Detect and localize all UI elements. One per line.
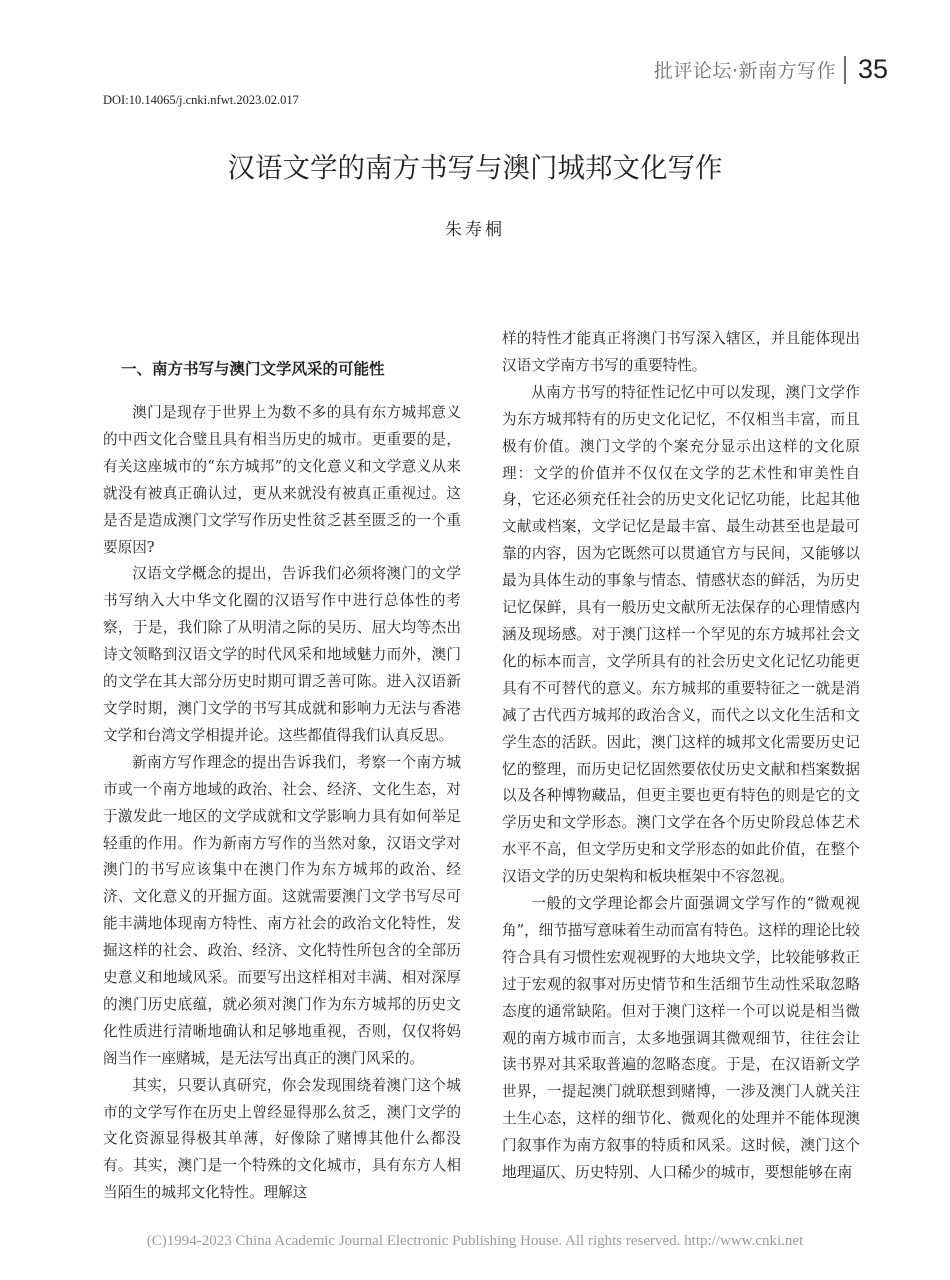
left-column [103, 400, 461, 1207]
article-title: 汉语文学的南方书写与澳门城邦文化写作 [227, 152, 723, 184]
header-divider [844, 56, 846, 84]
journal-section-name: 批评论坛·新南方写作 [653, 60, 836, 82]
paragraph-continued: 样的特性才能真正将澳门书写深入辖区，并且能体现出汉语文学南方书写的重要特性。 [502, 330, 860, 374]
paragraph: 汉语文学概念的提出，告诉我们必须将澳门的文学书写纳入大中华文化圈的汉语写作中进行总体性的考察，于是，我们除了从明清之际的吴历、屈大均等杰出诗文领略到汉语文学的时代风采和地域魅力而外，澳门的文学在其大部分历史时期可谓乏善可陈。进入汉语新文学时期，澳门文学的书写其成就和影响力无法与香港文学和台湾文学相提并论。这些都值得我们认真反思。 [103, 565, 461, 744]
paragraph: 一般的文学理论都会片面强调文学写作的“微观视角”，细节描写意味着生动而富有特色。这样的理论比较符合具有习惯性宏观视野的大地块文学，比较能够救正过于宏观的叙事对历史情节和生活细节生动性采取忽略态度的通常缺陷。但对于澳门这样一个可以说是相当微观的南方城市而言，太多地强调其微观细节，往往会让读书界对其采取普遍的忽略态度。于是，在汉语新文学世界，一提起澳门就联想到赌博，一涉及澳门人就关注土生心态，这样的细节化、微观化的处理并不能体现澳门叙事作为南方叙事的特质和风采。这时候，澳门这个地理逼仄、历史特别、人口稀少的城市，要想能够在南 [502, 895, 860, 1182]
article-author: 朱寿桐 [445, 220, 505, 240]
running-header [654, 54, 888, 85]
paragraph: 澳门是现存于世界上为数不多的具有东方城邦意义的中西文化合璧且具有相当历史的城市。更重要的是，有关这座城市的“东方城邦”的文化意义和文学意义从来就没有被真正确认过，更从来就没有被真正重视过。这是否是造成澳门文学写作历史性贫乏甚至匮乏的一个重要原因? [103, 404, 461, 556]
section-heading: 一、南方书写与澳门文学风采的可能性 [121, 360, 385, 378]
paragraph: 其实，只要认真研究，你会发现围绕着澳门这个城市的文学写作在历史上曾经显得那么贫乏，澳门文学的文化资源显得极其单薄，好像除了赌博其他什么都没有。其实，澳门是一个特殊的文化城市，具有东方人相当陌生的城邦文化特性。理解这 [103, 1076, 461, 1202]
copyright-notice: (C)1994-2023 China Academic Journal Electronic Publishing House. All rights reserved. http://www.cnki.net [146, 1233, 804, 1249]
right-column [502, 326, 860, 1187]
page-number: 35 [857, 54, 888, 84]
paragraph: 新南方写作理念的提出告诉我们，考察一个南方城市或一个南方地域的政治、社会、经济、文化生态，对于激发此一地区的文学成就和文学影响力具有如何举足轻重的作用。作为新南方写作的当然对象，汉语文学对澳门的书写应该集中在澳门作为东方城邦的政治、经济、文化意义的开掘方面。这就需要澳门文学书写尽可能丰满地体现南方特性、南方社会的政治文化特性，发掘这样的社会、政治、经济、文化特性所包含的全部历史意义和地域风采。而要写出这样相对丰满、相对深厚的澳门历史底蕴，就必须对澳门作为东方城邦的历史文化性质进行清晰地确认和足够地重视，否则，仅仅将妈阁当作一座赌城，是无法写出真正的澳门风采的。 [103, 753, 461, 1067]
doi: DOI:10.14065/j.cnki.nfwt.2023.02.017 [103, 93, 299, 107]
paragraph: 从南方书写的特征性记忆中可以发现，澳门文学作为东方城邦特有的历史文化记忆，不仅相当丰富，而且极有价值。澳门文学的个案充分显示出这样的文化原理：文学的价值并不仅仅在文学的艺术性和审美性自身，它还必须充任社会的历史文化记忆功能，比起其他文献或档案，文学记忆是最丰富、最生动甚至也是最可靠的内容，因为它既然可以贯通官方与民间，又能够以最为具体生动的事象与情态、情感状态的鲜活，为历史记忆保鲜，具有一般历史文献所无法保存的心理情感内涵及现场感。对于澳门这样一个罕见的东方城邦社会文化的标本而言，文学所具有的社会历史文化记忆功能更具有不可替代的意义。东方城邦的重要特征之一就是消减了古代西方城邦的政治含义，而代之以文化生活和文学生态的活跃。因此，澳门这样的城邦文化需要历史记忆的整理，而历史记忆固然要依仗历史文献和档案数据以及各种博物藏品，但更主要也更有特色的则是它的文学历史和文学形态。澳门文学在各个历史阶段总体艺术水平不高，但文学历史和文学形态的如此价值，在整个汉语文学的历史架构和板块框架中不容忽视。 [502, 383, 860, 886]
